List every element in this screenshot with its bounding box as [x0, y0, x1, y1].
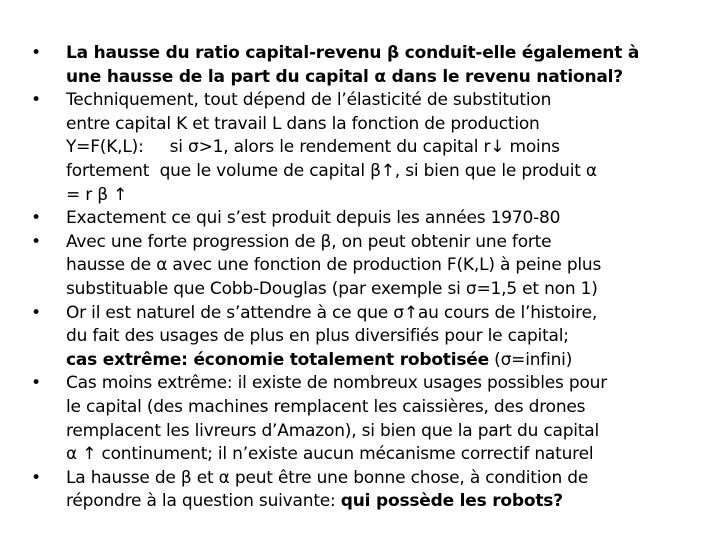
bullet-list — [30, 42, 694, 514]
bullet-line: du fait des usages de plus en plus diversifiés pour le capital; — [66, 326, 569, 347]
bullet-line: remplacent les livreurs d’Amazon), si bien que la part du capital — [66, 420, 600, 441]
bullet-item-3 — [30, 207, 694, 231]
bullet-line: fortement que le volume de capital β↑, si bien que le produit α — [66, 160, 597, 181]
bullet-dot: • — [31, 43, 41, 63]
bullet-line: le capital (des machines remplacent les caissières, des drones — [66, 396, 586, 417]
bullet-line: α ↑ continument; il n’existe aucun mécanisme correctif naturel — [66, 444, 594, 465]
bullet-dot: • — [31, 208, 41, 229]
bullet-line: une hausse de la part du capital α dans le revenu national? — [66, 66, 623, 87]
bullet-line: Y=F(K,L): si σ>1, alors le rendement du capital r↓ moins — [66, 137, 560, 158]
bullet-line: entre capital K et travail L dans la fonction de production — [66, 113, 540, 134]
bullet-dot: • — [31, 90, 41, 111]
bullet-line: Cas moins extrême: il existe de nombreux usages possibles pour — [66, 373, 608, 394]
bullet-line-emphasis: qui possède les robots? — [340, 491, 563, 512]
bullet-dot: • — [31, 373, 41, 394]
bullet-line: Techniquement, tout dépend de l’élasticité de substitution — [66, 90, 552, 111]
bullet-line-emphasis: cas extrême: économie totalement robotisée — [66, 349, 489, 370]
bullet-text — [66, 207, 694, 231]
bullet-dot: • — [31, 231, 41, 252]
bullet-item-7 — [30, 467, 694, 514]
bullet-dot: • — [31, 467, 41, 488]
bullet-text — [66, 42, 694, 89]
bullet-line: = r β ↑ — [66, 184, 128, 205]
bullet-text — [66, 231, 694, 302]
bullet-item-4 — [30, 231, 694, 302]
bullet-line-tail: (σ=infini) — [488, 349, 573, 370]
bullet-text — [66, 89, 694, 207]
bullet-item-2 — [30, 89, 694, 207]
bullet-line: Avec une forte progression de β, on peut obtenir une forte — [66, 231, 552, 252]
bullet-line: La hausse du ratio capital-revenu β conduit-elle également à — [66, 43, 640, 63]
bullet-line: Exactement ce qui s’est produit depuis les années 1970-80 — [66, 208, 561, 229]
bullet-line: substituable que Cobb-Douglas (par exemple si σ=1,5 et non 1) — [66, 278, 598, 299]
bullet-line-lead: répondre à la question suivante: — [66, 491, 341, 512]
bullet-text — [66, 302, 694, 373]
bullet-dot: • — [31, 302, 41, 323]
bullet-item-6 — [30, 372, 694, 466]
bullet-line: La hausse de β et α peut être une bonne chose, à condition de — [66, 467, 589, 488]
bullet-line: hausse de α avec une fonction de production F(K,L) à peine plus — [66, 255, 602, 276]
bullet-text — [66, 372, 694, 466]
bullet-line: Or il est naturel de s’attendre à ce que σ↑au cours de l’histoire, — [66, 302, 598, 323]
bullet-text — [66, 467, 694, 514]
bullet-item-5 — [30, 302, 694, 373]
bullet-item-1 — [30, 42, 694, 89]
